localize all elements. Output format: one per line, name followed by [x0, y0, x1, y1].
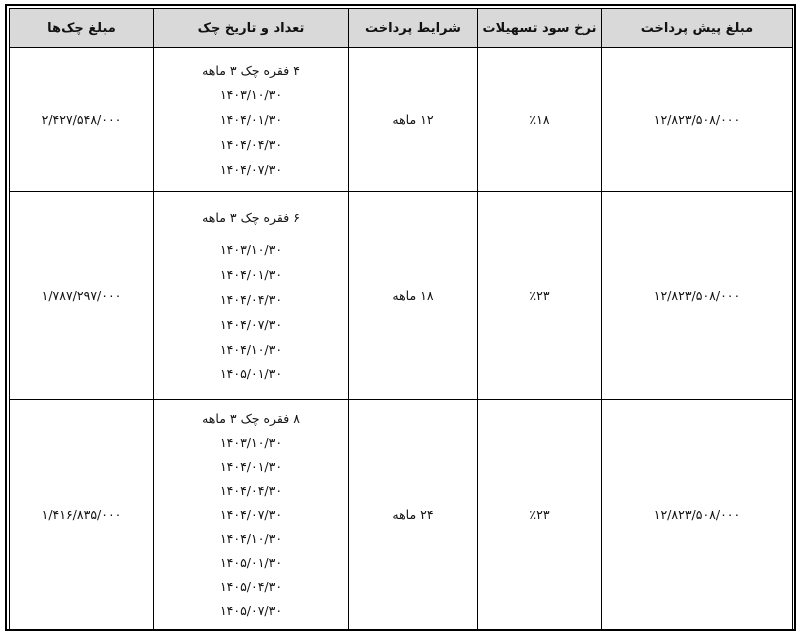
check-date: ۱۴۰۴/۰۴/۳۰	[219, 483, 283, 498]
table-row	[10, 192, 793, 400]
terms-cell: ۱۸ ماهه	[349, 192, 478, 400]
prepayment-cell: ۱۲/۸۲۳/۵۰۸/۰۰۰	[602, 48, 793, 192]
rate-cell: ٪۲۳	[478, 400, 602, 630]
terms-cell: ۲۴ ماهه	[349, 400, 478, 630]
check-date: ۱۴۰۴/۰۱/۳۰	[219, 267, 283, 283]
terms-cell: ۱۲ ماهه	[349, 48, 478, 192]
check-dates-list	[154, 211, 348, 381]
amount-cell: ۲/۴۲۷/۵۴۸/۰۰۰	[10, 48, 154, 192]
check-date: ۱۴۰۴/۰۴/۳۰	[219, 136, 283, 152]
prepayment-cell: ۱۲/۸۲۳/۵۰۸/۰۰۰	[602, 400, 793, 630]
check-date: ۱۴۰۴/۰۷/۳۰	[219, 161, 283, 177]
prepayment-cell: ۱۲/۸۲۳/۵۰۸/۰۰۰	[602, 192, 793, 400]
header-rate: نرخ سود تسهیلات	[478, 9, 602, 48]
header-prepayment: مبلغ پیش پرداخت	[602, 9, 793, 48]
check-date: ۱۴۰۳/۱۰/۳۰	[219, 242, 283, 258]
amount-cell: ۱/۴۱۶/۸۳۵/۰۰۰	[10, 400, 154, 630]
checks-title: ۴ فقره چک ۳ ماهه	[202, 62, 300, 78]
checks-title: ۸ فقره چک ۳ ماهه	[202, 411, 300, 426]
checks-cell	[154, 400, 349, 630]
amount-cell: ۱/۷۸۷/۲۹۷/۰۰۰	[10, 192, 154, 400]
header-terms: شرایط پرداخت	[349, 9, 478, 48]
check-date: ۱۴۰۴/۱۰/۳۰	[219, 531, 283, 546]
check-date: ۱۴۰۴/۰۴/۳۰	[219, 291, 283, 307]
check-date: ۱۴۰۵/۰۱/۳۰	[219, 555, 283, 570]
rate-cell: ٪۲۳	[478, 192, 602, 400]
check-dates-list	[154, 64, 348, 176]
check-date: ۱۴۰۴/۰۷/۳۰	[219, 316, 283, 332]
check-date: ۱۴۰۴/۰۷/۳۰	[219, 507, 283, 522]
check-date: ۱۴۰۴/۰۱/۳۰	[219, 112, 283, 127]
header-checks: تعداد و تاریخ چک	[154, 9, 349, 48]
table-header-row	[10, 9, 793, 48]
rate-cell: ٪۱۸	[478, 48, 602, 192]
checks-cell	[154, 192, 349, 400]
check-date: ۱۴۰۵/۰۷/۳۰	[219, 603, 283, 618]
checks-cell	[154, 48, 349, 192]
check-date: ۱۴۰۳/۱۰/۳۰	[219, 87, 283, 103]
table-row	[10, 400, 793, 630]
check-date: ۱۴۰۳/۱۰/۳۰	[219, 435, 283, 450]
check-date: ۱۴۰۴/۱۰/۳۰	[219, 341, 283, 357]
header-amount: مبلغ چک‌ها	[10, 9, 154, 48]
check-date: ۱۴۰۵/۰۱/۳۰	[219, 366, 283, 382]
check-dates-list	[154, 412, 348, 617]
checks-title: ۶ فقره چک ۳ ماهه	[202, 209, 300, 225]
installment-table	[9, 8, 793, 630]
check-date: ۱۴۰۵/۰۴/۳۰	[219, 579, 283, 594]
check-date: ۱۴۰۴/۰۱/۳۰	[219, 459, 283, 474]
table-row	[10, 48, 793, 192]
